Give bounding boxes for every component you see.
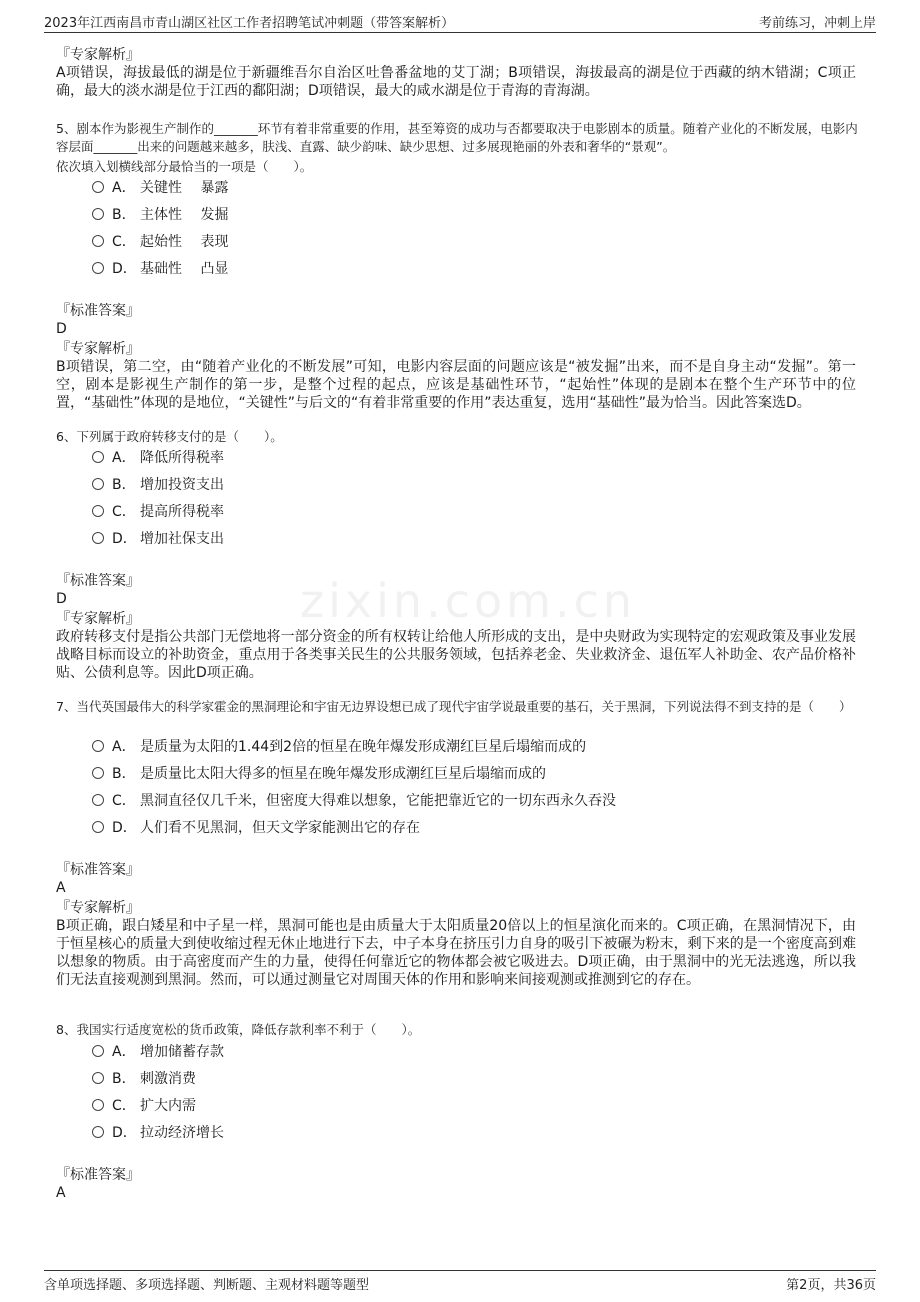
radio-icon[interactable] [92,1072,104,1084]
q5-instruction: 依次填入划横线部分最恰当的一项是（ ）。 [56,159,313,174]
standard-answer-label: 『标准答案』 [56,303,140,319]
q6-option-c[interactable]: C． 提高所得税率 [92,503,224,521]
q8-option-b[interactable]: B． 刺激消费 [92,1070,196,1088]
watermark-text: zixin.com.cn [300,574,637,628]
expert-analysis-label: 『专家解析』 [56,47,140,63]
page-header [44,10,876,33]
radio-icon[interactable] [92,262,104,274]
q6-option-b[interactable]: B． 增加投资支出 [92,476,224,494]
radio-icon[interactable] [92,208,104,220]
q8-stem: 8、我国实行适度宽松的货币政策，降低存款利率不利于（ ）。 [56,1022,421,1037]
q5-option-a[interactable]: A． 关键性 暴露 [92,179,228,197]
radio-icon[interactable] [92,451,104,463]
q5-analysis: B项错误，第二空，由“随着产业化的不断发展”可知，电影内容层面的问题应该是“被发掘”出来，而不是自身主动“发掘”。第一空，剧本是影视生产制作的第一步，是整个过程的起点，应该是基础性环节，“起始性”体现的是剧本在整个生产环节中的位置，“基础性”体现的是地位，“关键性”与后文的“有着非常重要的作用”表达重复，选用“基础性”最为恰当。因此答案选D。 [56,359,856,411]
q8-option-a[interactable]: A． 增加储蓄存款 [92,1043,224,1061]
q5-answer: D [56,321,67,337]
radio-icon[interactable] [92,1099,104,1111]
expert-analysis-label: 『专家解析』 [56,611,140,627]
radio-icon[interactable] [92,794,104,806]
q7-option-d[interactable]: D． 人们看不见黑洞，但天文学家能测出它的存在 [92,819,420,837]
radio-icon[interactable] [92,532,104,544]
q5-stem: 5、剧本作为影视生产制作的_______环节有着非常重要的作用，甚至筹资的成功与否都要取决于电影剧本的质量。随着产业化的不断发展，电影内容层面_______出来的问题越来越多，肤浅、直露、缺少韵味、缺少思想、过多展现艳丽的外表和奢华的“景观”。 [56,121,858,154]
radio-icon[interactable] [92,1045,104,1057]
document-title: 2023年江西南昌市青山湖区社区工作者招聘笔试冲刺题（带答案解析） [44,16,455,31]
q6-stem: 6、下列属于政府转移支付的是（ ）。 [56,429,283,444]
radio-icon[interactable] [92,767,104,779]
q7-analysis: B项正确，跟白矮星和中子星一样，黑洞可能也是由质量大于太阳质量20倍以上的恒星演化而来的。C项正确，在黑洞情况下，由于恒星核心的质量大到使收缩过程无休止地进行下去，中子本身在挤压引力自身的吸引下被碾为粉末，剩下来的是一个密度高到难以想象的物质。由于高密度而产生的力量，使得任何靠近它的物体都会被它吸进去。D项正确，由于黑洞中的光无法逃逸，所以我们无法直接观测到黑洞。然而，可以通过测量它对周围天体的作用和影响来间接观测或推测到它的存在。 [56,918,856,988]
q8-option-d[interactable]: D． 拉动经济增长 [92,1124,224,1142]
page-number: 第2页，共36页 [786,1278,876,1293]
question-types-note: 含单项选择题、多项选择题、判断题、主观材料题等题型 [44,1278,370,1293]
radio-icon[interactable] [92,505,104,517]
radio-icon[interactable] [92,740,104,752]
radio-icon[interactable] [92,181,104,193]
expert-analysis-label: 『专家解析』 [56,900,140,916]
q4-analysis: A项错误，海拔最低的湖是位于新疆维吾尔自治区吐鲁番盆地的艾丁湖；B项错误，海拔最高的湖是位于西藏的纳木错湖；C项正确，最大的淡水湖是位于江西的鄱阳湖；D项错误，最大的咸水湖是位于青海的青海湖。 [56,65,856,99]
radio-icon[interactable] [92,821,104,833]
radio-icon[interactable] [92,1126,104,1138]
q5-option-d[interactable]: D． 基础性 凸显 [92,260,228,278]
q6-option-d[interactable]: D． 增加社保支出 [92,530,224,548]
q7-option-b[interactable]: B． 是质量比太阳大得多的恒星在晚年爆发形成潮红巨星后塌缩而成的 [92,765,546,783]
q8-answer: A [56,1185,66,1201]
radio-icon[interactable] [92,478,104,490]
q6-option-a[interactable]: A． 降低所得税率 [92,449,224,467]
expert-analysis-label: 『专家解析』 [56,341,140,357]
q5-option-b[interactable]: B． 主体性 发掘 [92,206,228,224]
q6-analysis: 政府转移支付是指公共部门无偿地将一部分资金的所有权转让给他人所形成的支出，是中央财政为实现特定的宏观政策及事业发展战略目标而设立的补助资金，重点用于各类事关民生的公共服务领域，包括养老金、失业救济金、退伍军人补助金、农产品价格补贴、公债利息等。因此D项正确。 [56,629,856,681]
q7-answer: A [56,880,66,896]
page-footer [44,1270,876,1295]
standard-answer-label: 『标准答案』 [56,573,140,589]
standard-answer-label: 『标准答案』 [56,1167,140,1183]
q6-answer: D [56,591,67,607]
q7-stem: 7、当代英国最伟大的科学家霍金的黑洞理论和宇宙无边界设想已成了现代宇宙学说最重要的基石，关于黑洞，下列说法得不到支持的是（ ） [56,699,852,714]
radio-icon[interactable] [92,235,104,247]
q7-option-c[interactable]: C． 黑洞直径仅几千米，但密度大得难以想象，它能把靠近它的一切东西永久吞没 [92,792,616,810]
q5-option-c[interactable]: C． 起始性 表现 [92,233,228,251]
q7-option-a[interactable]: A． 是质量为太阳的1.44到2倍的恒星在晚年爆发形成潮红巨星后塌缩而成的 [92,738,586,756]
q8-option-c[interactable]: C． 扩大内需 [92,1097,196,1115]
standard-answer-label: 『标准答案』 [56,862,140,878]
header-slogan: 考前练习，冲刺上岸 [758,16,876,31]
